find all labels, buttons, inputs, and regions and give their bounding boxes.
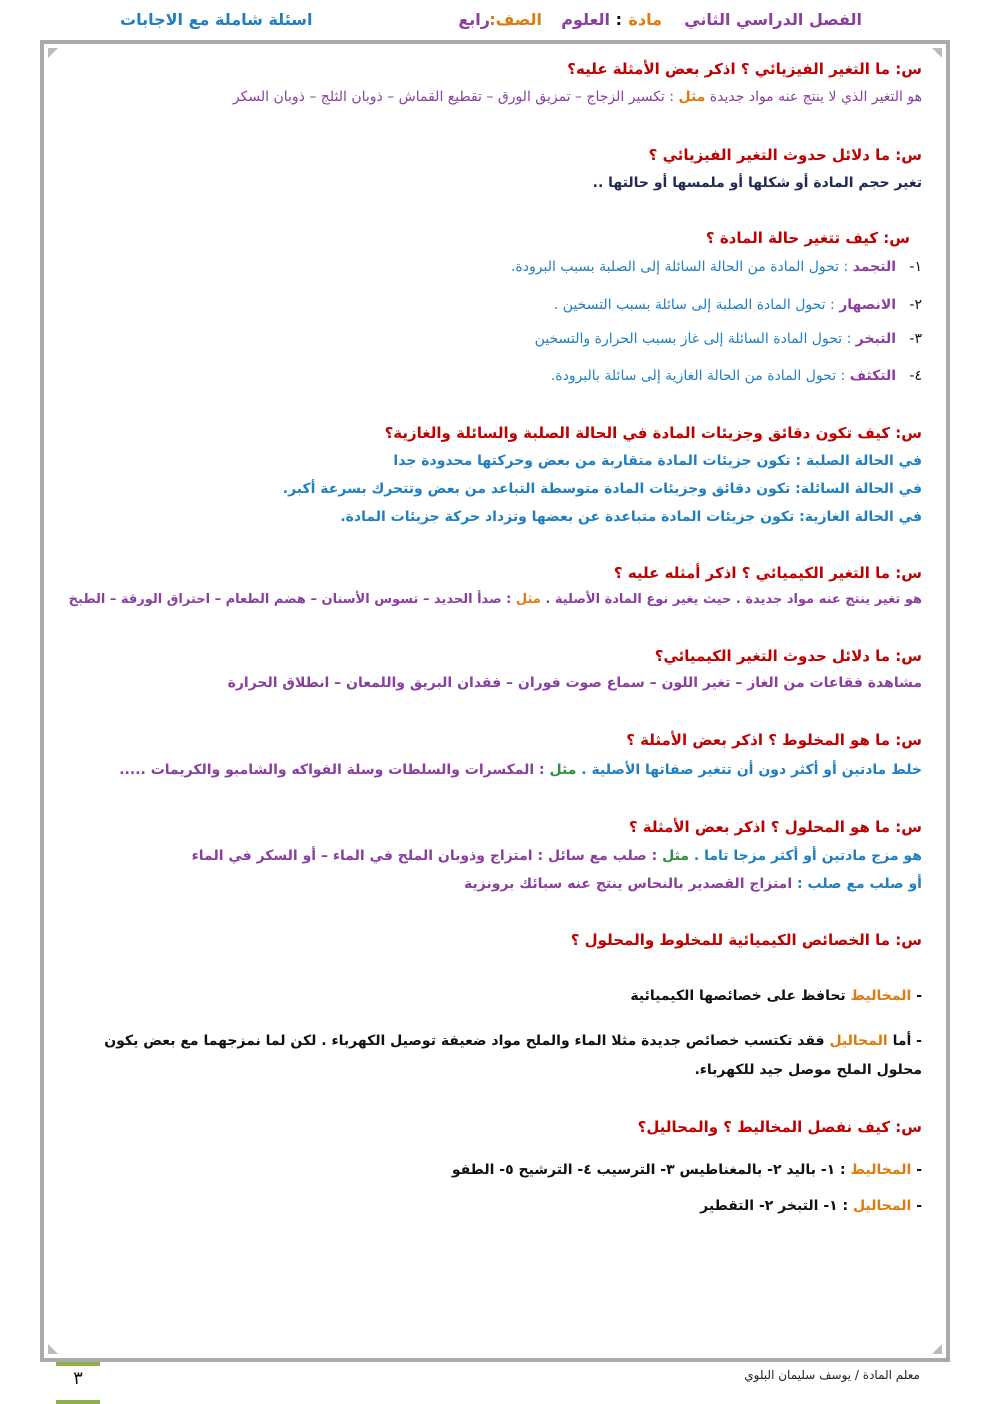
subject-separator: : bbox=[615, 10, 622, 29]
question-chemical-evidence: س: ما دلائل حدوث التغير الكيميائي؟ bbox=[654, 647, 922, 665]
answer-solution-line2: أو صلب مع صلب : امتزاج القصدير بالنحاس ينتج عنه سبائك برونزية bbox=[464, 876, 922, 892]
answer-chemical-change: هو تغير ينتج عنه مواد جديدة . حيث يغير نوع المادة الأصلية . مثل : صدأ الحديد – تسوس الأسنان – هضم الطعام – احتراق الورقة – الطبخ bbox=[68, 592, 922, 607]
page-number-box bbox=[56, 1362, 100, 1404]
answer-mixtures-properties: - المخاليط تحافظ على خصائصها الكيميائية bbox=[630, 988, 922, 1004]
page-number-rule bbox=[56, 1400, 100, 1404]
document-title: اسئلة شاملة مع الاجابات bbox=[120, 10, 313, 29]
page-number-rule bbox=[56, 1362, 100, 1366]
subject-label: مادة bbox=[628, 10, 662, 29]
question-particles: س: كيف تكون دقائق وجزيئات المادة في الحالة الصلبة والسائلة والغازية؟ bbox=[384, 424, 922, 442]
answer-physical-change: هو التغير الذي لا ينتج عنه مواد جديدة مثل : تكسير الزجاج – تمزيق الورق – تقطيع القماش – ذوبان الثلج – ذوبان السكر bbox=[232, 89, 922, 105]
question-mixture: س: ما هو المخلوط ؟ اذكر بعض الأمثلة ؟ bbox=[626, 731, 922, 749]
question-separation: س: كيف نفصل المخاليط ؟ والمحاليل؟ bbox=[637, 1118, 922, 1136]
answer-separation-mixtures: - المخاليط : ١- باليد ٢- بالمغناطيس ٣- الترسيب ٤- الترشيح ٥- الطفو bbox=[451, 1162, 922, 1178]
question-solution: س: ما هو المحلول ؟ اذكر بعض الأمثلة ؟ bbox=[628, 818, 922, 836]
border-corner bbox=[48, 48, 58, 58]
state-item: ٣- التبخر : تحول المادة السائلة إلى غاز بسبب الحرارة والتسخين bbox=[534, 331, 922, 347]
border-corner bbox=[932, 1344, 942, 1354]
answer-gas: في الحالة الغازية: تكون جزيئات المادة متباعدة عن بعضها وتزداد حركة جزيئات المادة. bbox=[340, 509, 922, 525]
page-number: ٣ bbox=[73, 1368, 83, 1389]
answer-solid: في الحالة الصلبة : تكون جزيئات المادة متقاربة من بعض وحركتها محدودة جدا bbox=[393, 453, 922, 469]
state-item: ١- التجمد : تحول المادة من الحالة السائلة إلى الصلبة بسبب البرودة. bbox=[510, 259, 922, 275]
question-chemical-properties: س: ما الخصائص الكيميائية للمخلوط والمحلول ؟ bbox=[570, 931, 922, 949]
subject-value: العلوم bbox=[561, 10, 610, 29]
answer-physical-evidence: تغير حجم المادة أو شكلها أو ملمسها أو حالتها .. bbox=[592, 175, 922, 191]
state-item: ٢- الانصهار : تحول المادة الصلبة إلى سائلة بسبب التسخين . bbox=[553, 297, 922, 313]
answer-separation-solutions: - المحاليل : ١- التبخر ٢- التقطير bbox=[700, 1198, 922, 1214]
question-state-change: س: كيف تتغير حالة المادة ؟ bbox=[705, 229, 910, 247]
answer-mixture: خلط مادتين أو أكثر دون أن تتغير صفاتها الأصلية . مثل : المكسرات والسلطات وسلة الفواكه والشامبو والكريمات ..... bbox=[119, 762, 922, 778]
answer-solutions-properties-2: محلول الملح موصل جيد للكهرباء. bbox=[694, 1062, 922, 1078]
question-physical-change: س: ما التغير الفيزيائي ؟ اذكر بعض الأمثلة عليه؟ bbox=[567, 60, 922, 78]
answer-chemical-evidence: مشاهدة فقاعات من الغاز – تغير اللون – سماع صوت فوران – فقدان البريق واللمعان – انطلاق الحرارة bbox=[227, 675, 922, 691]
teacher-name: معلم المادة / يوسف سليمان البلوي bbox=[744, 1368, 920, 1382]
border-corner bbox=[932, 48, 942, 58]
semester-label: الفصل الدراسي الثاني bbox=[684, 10, 862, 29]
answer-solutions-properties: - أما المحاليل فقد تكتسب خصائص جديدة مثلا الماء والملح مواد ضعيفة توصيل الكهرباء . لكن لما نمزجهما مع بعض يكون bbox=[104, 1033, 922, 1049]
page-header bbox=[120, 10, 862, 38]
question-chemical-change: س: ما التغير الكيميائي ؟ اذكر أمثله عليه ؟ bbox=[613, 564, 922, 582]
grade-label: الصف: bbox=[489, 10, 542, 29]
question-physical-evidence: س: ما دلائل حدوث التغير الفيزيائي ؟ bbox=[648, 146, 922, 164]
state-item: ٤- التكثف : تحول المادة من الحالة الغازية إلى سائلة بالبرودة. bbox=[550, 368, 922, 384]
grade-value: رابع bbox=[458, 10, 490, 29]
answer-liquid: في الحالة السائلة: تكون دقائق وجزيئات المادة متوسطة التباعد من بعض وتتحرك بسرعة أكبر. bbox=[282, 481, 922, 497]
answer-solution: هو مزج مادتين أو أكثر مزجا تاما . مثل : صلب مع سائل : امتزاج وذوبان الملح في الماء – أو السكر في الماء bbox=[191, 848, 922, 864]
border-corner bbox=[48, 1344, 58, 1354]
